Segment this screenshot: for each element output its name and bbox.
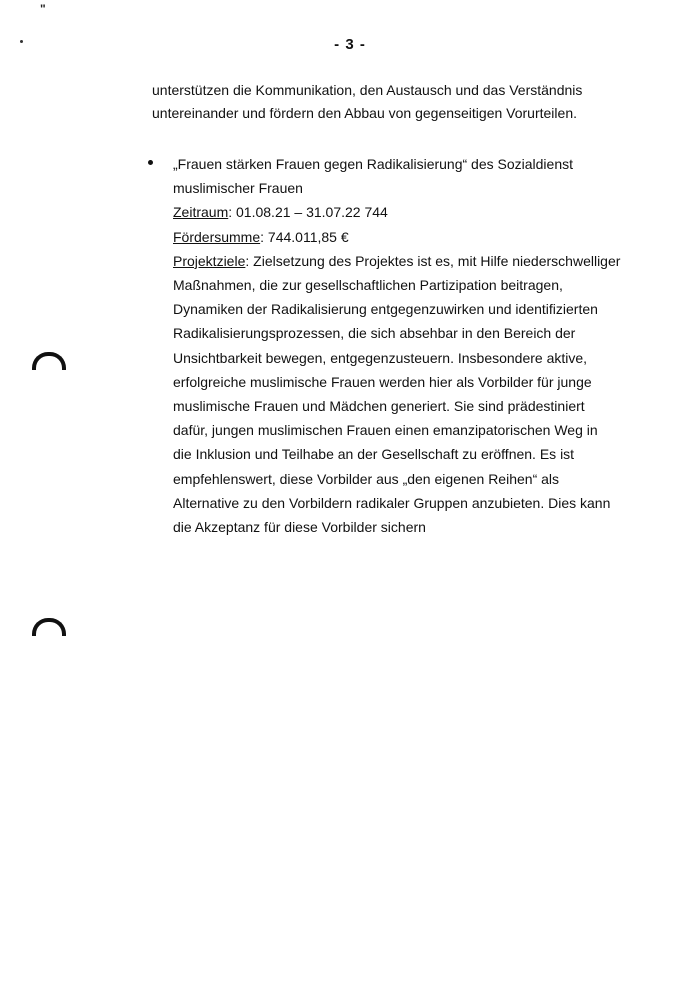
projektziele-text: Alternative zu den Vorbildern radikaler Gruppen anzubieten. Dies kann <box>173 494 611 511</box>
intro-line: untereinander und fördern den Abbau von gegenseitigen Vorurteilen. <box>152 105 577 121</box>
intro-paragraph <box>152 79 652 125</box>
projektziele-text: Maßnahmen, die zur gesellschaftlichen Partizipation beitragen, <box>173 277 563 294</box>
projektziele-line <box>173 249 663 273</box>
punch-hole-mark <box>32 352 66 370</box>
projektziele-text: Dynamiken der Radikalisierung entgegenzuwirken und identifizierten <box>173 301 598 318</box>
zeitraum-label: Zeitraum <box>173 204 229 221</box>
projektziele-text: Unsichtbarkeit bewegen, entgegenzusteuern. Insbesondere aktive, <box>173 349 588 366</box>
page-number: - 3 - <box>334 36 366 53</box>
foerdersumme-line <box>173 225 663 249</box>
projektziele-text: Radikalisierungsprozessen, die sich absehbar in den Bereich der <box>173 325 576 342</box>
projektziele-text: muslimische Frauen und Mädchen generiert. Sie sind prädestiniert <box>173 398 585 415</box>
punch-hole-mark <box>32 618 66 636</box>
projektziele-text: die Akzeptanz für diese Vorbilder sichern <box>173 519 426 536</box>
foerdersumme-label: Fördersumme <box>173 228 261 245</box>
project-details <box>173 152 663 539</box>
projektziele-label: Projektziele <box>173 252 246 269</box>
projektziele-text: die Inklusion und Teilhabe an der Gesellschaft zu eröffnen. Es ist <box>173 446 575 463</box>
corner-mark: " <box>40 2 46 16</box>
projektziele-text: : Zielsetzung des Projektes ist es, mit Hilfe niederschwelliger <box>245 252 621 269</box>
project-title: „Frauen stärken Frauen gegen Radikalisierung“ des Sozialdienst <box>173 156 573 172</box>
zeitraum-value: : 01.08.21 – 31.07.22 744 <box>228 204 388 221</box>
zeitraum-line <box>173 200 663 224</box>
bullet-icon <box>148 160 153 165</box>
project-title-cont: muslimischer Frauen <box>173 180 303 197</box>
foerdersumme-value: : 744.011,85 € <box>260 228 349 245</box>
projektziele-text: erfolgreiche muslimische Frauen werden hier als Vorbilder für junge <box>173 373 592 390</box>
projektziele-text: empfehlenswert, diese Vorbilder aus „den eigenen Reihen“ als <box>173 470 560 487</box>
projektziele-text: dafür, jungen muslimischen Frauen einen emanzipatorischen Weg in <box>173 422 598 439</box>
intro-line: unterstützen die Kommunikation, den Austausch und das Verständnis <box>152 82 583 98</box>
